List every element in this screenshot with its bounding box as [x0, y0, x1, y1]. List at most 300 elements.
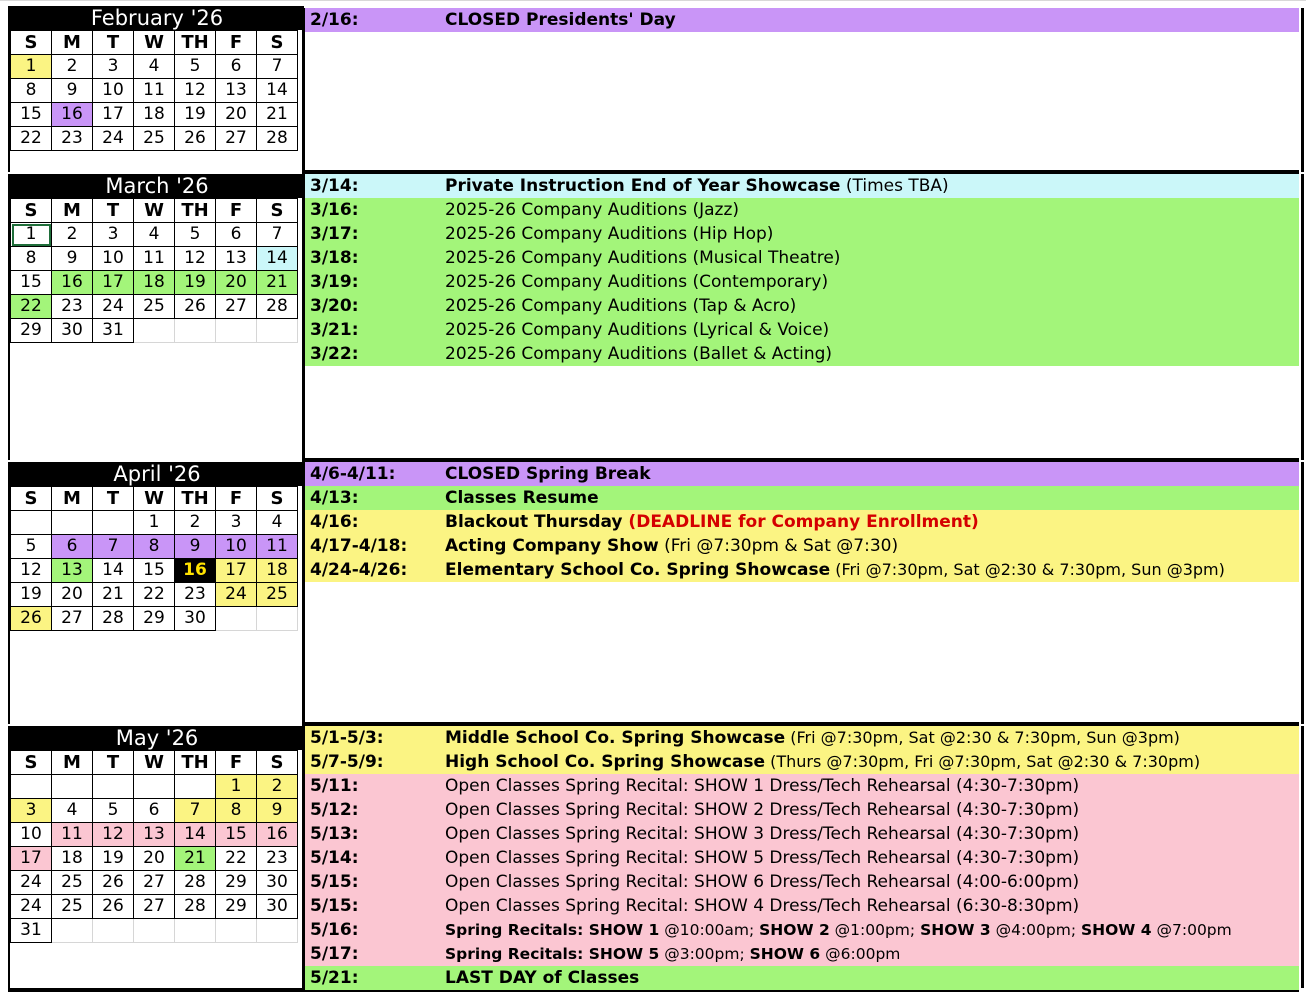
- empty-day-cell[interactable]: [134, 319, 175, 343]
- weekday-header: M: [52, 487, 93, 511]
- event-note: (Times TBA): [840, 176, 949, 196]
- day-cell[interactable]: 2: [52, 55, 93, 79]
- day-cell[interactable]: 8: [134, 535, 175, 559]
- day-cell[interactable]: 6: [216, 223, 257, 247]
- event-title: CLOSED Spring Break: [445, 464, 651, 484]
- day-cell[interactable]: 1: [134, 511, 175, 535]
- event-text: [445, 534, 898, 558]
- event-row: [305, 246, 1299, 270]
- event-text: [445, 270, 828, 294]
- day-cell[interactable]: 26: [175, 295, 216, 319]
- calendar-week: [11, 799, 298, 823]
- event-date: 3/18:: [310, 248, 359, 268]
- day-cell[interactable]: 15: [134, 559, 175, 583]
- calendar-week: [11, 607, 298, 631]
- day-cell[interactable]: 27: [134, 871, 175, 895]
- weekday-header: T: [93, 487, 134, 511]
- day-cell[interactable]: 27: [216, 127, 257, 151]
- day-cell[interactable]: 10: [216, 535, 257, 559]
- day-cell[interactable]: 10: [11, 823, 52, 847]
- day-cell[interactable]: 21: [93, 583, 134, 607]
- event-date: 5/17:: [310, 944, 359, 964]
- weekday-header: TH: [175, 199, 216, 223]
- weekday-header: S: [11, 751, 52, 775]
- event-row: [305, 174, 1299, 198]
- day-cell[interactable]: 18: [134, 103, 175, 127]
- event-row: [305, 486, 1299, 510]
- empty-day-cell[interactable]: [93, 919, 134, 943]
- day-cell[interactable]: 28: [257, 295, 298, 319]
- event-row: [305, 270, 1299, 294]
- day-cell[interactable]: 24: [11, 871, 52, 895]
- day-cell[interactable]: 29: [11, 319, 52, 343]
- day-cell[interactable]: 21: [257, 103, 298, 127]
- day-cell[interactable]: 25: [134, 295, 175, 319]
- empty-day-cell[interactable]: [175, 319, 216, 343]
- day-cell[interactable]: 23: [175, 583, 216, 607]
- event-text: [445, 558, 1225, 582]
- event-text: [445, 918, 1232, 942]
- day-cell[interactable]: 1: [11, 55, 52, 79]
- event-date: 3/16:: [310, 200, 359, 220]
- event-note: Open Classes Spring Recital: SHOW 5 Dress/Tech Rehearsal (4:30-7:30pm): [445, 848, 1080, 868]
- day-cell[interactable]: 19: [11, 583, 52, 607]
- calendar-may: [8, 726, 304, 988]
- day-cell[interactable]: 8: [11, 79, 52, 103]
- events-march: [302, 174, 1304, 460]
- day-cell[interactable]: 24: [216, 583, 257, 607]
- day-cell[interactable]: 31: [93, 319, 134, 343]
- day-cell[interactable]: 11: [134, 79, 175, 103]
- day-cell[interactable]: 17: [93, 103, 134, 127]
- day-cell[interactable]: 21: [257, 271, 298, 295]
- day-cell[interactable]: 28: [257, 127, 298, 151]
- day-cell[interactable]: 30: [257, 871, 298, 895]
- event-text: [445, 8, 676, 32]
- empty-day-cell[interactable]: [11, 775, 52, 799]
- event-row: [305, 726, 1299, 750]
- event-text: [445, 246, 840, 270]
- event-date: 5/15:: [310, 872, 359, 892]
- weekday-header: M: [52, 31, 93, 55]
- event-row: [305, 750, 1299, 774]
- day-cell[interactable]: 14: [175, 823, 216, 847]
- event-note: 2025-26 Company Auditions (Musical Theatre): [445, 248, 841, 268]
- calendar-week: [11, 295, 298, 319]
- event-note: 2025-26 Company Auditions (Lyrical & Voice): [445, 320, 830, 340]
- empty-day-cell[interactable]: [52, 511, 93, 535]
- weekday-header: M: [52, 199, 93, 223]
- day-cell[interactable]: 9: [175, 535, 216, 559]
- event-row: [305, 462, 1299, 486]
- empty-day-cell[interactable]: [257, 919, 298, 943]
- event-title: LAST DAY of Classes: [445, 968, 640, 988]
- event-note: 2025-26 Company Auditions (Contemporary): [445, 272, 829, 292]
- show-label: Spring Recitals: SHOW 1: [445, 921, 660, 939]
- event-note: (Thurs @7:30pm, Fri @7:30pm, Sat @2:30 & 7:30pm): [765, 752, 1201, 771]
- event-row: [305, 294, 1299, 318]
- day-cell[interactable]: 28: [175, 895, 216, 919]
- weekday-header: F: [216, 751, 257, 775]
- event-date: 2/16:: [310, 10, 359, 30]
- day-cell[interactable]: 2: [52, 223, 93, 247]
- event-date: 4/24-4/26:: [310, 560, 408, 580]
- event-deadline-note: (DEADLINE for Company Enrollment): [622, 512, 979, 532]
- day-cell[interactable]: 3: [93, 55, 134, 79]
- weekday-header: W: [134, 199, 175, 223]
- weekday-header: S: [11, 487, 52, 511]
- calendar-march: [8, 174, 304, 460]
- day-cell[interactable]: 30: [52, 319, 93, 343]
- day-cell[interactable]: 26: [93, 895, 134, 919]
- event-date: 3/21:: [310, 320, 359, 340]
- day-cell[interactable]: 15: [11, 103, 52, 127]
- weekday-header: S: [11, 31, 52, 55]
- day-cell[interactable]: 15: [216, 823, 257, 847]
- day-cell[interactable]: 16: [52, 103, 93, 127]
- weekday-header: T: [93, 751, 134, 775]
- day-cell[interactable]: 8: [11, 247, 52, 271]
- event-row: [305, 342, 1299, 366]
- event-row: [305, 198, 1299, 222]
- event-title: High School Co. Spring Showcase: [445, 752, 766, 772]
- calendar-title: April '26: [10, 462, 304, 486]
- calendar-grid: [10, 198, 298, 343]
- empty-day-cell[interactable]: [216, 919, 257, 943]
- event-note: (Fri @7:30pm, Sat @2:30 & 7:30pm, Sun @3pm): [830, 560, 1225, 579]
- day-cell[interactable]: 23: [257, 847, 298, 871]
- day-cell[interactable]: 31: [11, 919, 52, 943]
- day-cell[interactable]: 26: [93, 871, 134, 895]
- day-cell[interactable]: 22: [134, 583, 175, 607]
- event-date: 5/14:: [310, 848, 359, 868]
- day-cell[interactable]: 23: [52, 127, 93, 151]
- events-february: [302, 8, 1304, 172]
- show-label: Spring Recitals: SHOW 5: [445, 945, 660, 963]
- day-cell[interactable]: 16: [175, 559, 216, 583]
- day-cell[interactable]: 18: [257, 559, 298, 583]
- event-date: 5/21:: [310, 968, 359, 988]
- day-cell[interactable]: 5: [175, 55, 216, 79]
- day-cell[interactable]: 19: [175, 103, 216, 127]
- calendar-week: [11, 871, 298, 895]
- event-title: Private Instruction End of Year Showcase: [445, 176, 841, 196]
- event-date: 3/17:: [310, 224, 359, 244]
- day-cell[interactable]: 4: [52, 799, 93, 823]
- event-note: Open Classes Spring Recital: SHOW 1 Dress/Tech Rehearsal (4:30-7:30pm): [445, 776, 1080, 796]
- event-note: 2025-26 Company Auditions (Hip Hop): [445, 224, 774, 244]
- weekday-header: S: [257, 751, 298, 775]
- empty-day-cell[interactable]: [257, 319, 298, 343]
- day-cell[interactable]: 7: [93, 535, 134, 559]
- day-cell[interactable]: 30: [257, 895, 298, 919]
- event-text: [445, 174, 949, 198]
- calendar-week: [11, 895, 298, 919]
- day-cell[interactable]: 7: [257, 55, 298, 79]
- day-cell[interactable]: 29: [216, 895, 257, 919]
- empty-day-cell[interactable]: [257, 607, 298, 631]
- event-date: 5/13:: [310, 824, 359, 844]
- day-cell[interactable]: 12: [11, 559, 52, 583]
- calendar-week: [11, 55, 298, 79]
- calendar-week: [11, 127, 298, 151]
- day-cell[interactable]: 15: [11, 271, 52, 295]
- day-cell[interactable]: 20: [216, 271, 257, 295]
- day-cell[interactable]: 27: [216, 295, 257, 319]
- day-cell[interactable]: 17: [11, 847, 52, 871]
- event-date: 5/11:: [310, 776, 359, 796]
- day-cell[interactable]: 22: [216, 847, 257, 871]
- event-row: [305, 894, 1299, 918]
- empty-day-cell[interactable]: [175, 775, 216, 799]
- day-cell[interactable]: 5: [11, 535, 52, 559]
- event-text: [445, 486, 599, 510]
- events-may: [302, 726, 1304, 988]
- event-date: 4/13:: [310, 488, 359, 508]
- calendar-week: [11, 247, 298, 271]
- event-date: 3/22:: [310, 344, 359, 364]
- day-cell[interactable]: 24: [93, 295, 134, 319]
- day-cell[interactable]: 16: [257, 823, 298, 847]
- day-cell[interactable]: 22: [11, 295, 52, 319]
- day-cell[interactable]: 10: [93, 247, 134, 271]
- day-cell[interactable]: 2: [257, 775, 298, 799]
- show-time: @1:00pm;: [829, 921, 921, 939]
- day-cell[interactable]: 12: [175, 247, 216, 271]
- event-note: 2025-26 Company Auditions (Ballet & Acting): [445, 344, 833, 364]
- day-cell[interactable]: 14: [257, 79, 298, 103]
- event-title: Acting Company Show: [445, 536, 659, 556]
- event-note: Open Classes Spring Recital: SHOW 4 Dress/Tech Rehearsal (6:30-8:30pm): [445, 896, 1080, 916]
- event-row-recital-5-17: [305, 942, 1299, 966]
- event-text: [445, 798, 1079, 822]
- weekday-header: S: [257, 487, 298, 511]
- event-date: 3/19:: [310, 272, 359, 292]
- day-cell[interactable]: 12: [175, 79, 216, 103]
- day-cell[interactable]: 10: [93, 79, 134, 103]
- calendar-grid: [10, 30, 298, 151]
- day-cell[interactable]: 3: [11, 799, 52, 823]
- empty-day-cell[interactable]: [134, 919, 175, 943]
- event-row: [305, 822, 1299, 846]
- day-cell[interactable]: 26: [175, 127, 216, 151]
- event-text: [445, 318, 829, 342]
- day-cell[interactable]: 16: [52, 271, 93, 295]
- calendar-grid: [10, 750, 298, 943]
- calendar-week: [11, 79, 298, 103]
- show-label: SHOW 6: [749, 945, 821, 963]
- event-date: 4/16:: [310, 512, 359, 532]
- calendar-week: [11, 847, 298, 871]
- day-cell[interactable]: 29: [216, 871, 257, 895]
- day-cell[interactable]: 20: [134, 847, 175, 871]
- day-cell[interactable]: 28: [93, 607, 134, 631]
- weekday-header: TH: [175, 487, 216, 511]
- calendar-february: [8, 6, 304, 172]
- empty-day-cell[interactable]: [216, 319, 257, 343]
- event-text: [445, 942, 900, 966]
- event-note: (Fri @7:30pm, Sat @2:30 & 7:30pm, Sun @3pm): [785, 728, 1180, 747]
- event-text: [445, 846, 1079, 870]
- day-cell[interactable]: 8: [216, 799, 257, 823]
- day-cell[interactable]: 3: [93, 223, 134, 247]
- day-cell[interactable]: 17: [216, 559, 257, 583]
- day-cell[interactable]: 2: [175, 511, 216, 535]
- calendar-april: [8, 462, 304, 724]
- day-cell[interactable]: 14: [257, 247, 298, 271]
- empty-day-cell[interactable]: [93, 511, 134, 535]
- day-cell[interactable]: 19: [175, 271, 216, 295]
- event-note: Open Classes Spring Recital: SHOW 3 Dress/Tech Rehearsal (4:30-7:30pm): [445, 824, 1080, 844]
- event-date: 4/17-4/18:: [310, 536, 408, 556]
- weekday-header: T: [93, 31, 134, 55]
- day-cell[interactable]: 18: [52, 847, 93, 871]
- day-cell[interactable]: 24: [93, 127, 134, 151]
- day-cell[interactable]: 4: [134, 223, 175, 247]
- day-cell[interactable]: 13: [52, 559, 93, 583]
- event-date: 5/15:: [310, 896, 359, 916]
- day-cell[interactable]: 6: [52, 535, 93, 559]
- day-cell[interactable]: 18: [134, 271, 175, 295]
- day-cell[interactable]: 13: [216, 247, 257, 271]
- empty-day-cell[interactable]: [52, 919, 93, 943]
- show-time: @10:00am;: [659, 921, 760, 939]
- event-text: [445, 822, 1079, 846]
- empty-day-cell[interactable]: [175, 919, 216, 943]
- event-note: 2025-26 Company Auditions (Jazz): [445, 200, 739, 220]
- day-cell[interactable]: 9: [52, 247, 93, 271]
- weekday-header: TH: [175, 751, 216, 775]
- day-cell[interactable]: 26: [11, 607, 52, 631]
- event-text: [445, 870, 1079, 894]
- day-cell[interactable]: 6: [216, 55, 257, 79]
- event-row: [305, 534, 1299, 558]
- weekday-header: F: [216, 199, 257, 223]
- day-cell[interactable]: 25: [52, 871, 93, 895]
- calendar-week: [11, 775, 298, 799]
- day-cell[interactable]: 14: [93, 559, 134, 583]
- day-cell[interactable]: 13: [216, 79, 257, 103]
- day-cell[interactable]: 5: [93, 799, 134, 823]
- event-date: 5/16:: [310, 920, 359, 940]
- weekday-header: W: [134, 31, 175, 55]
- empty-day-cell[interactable]: [93, 775, 134, 799]
- event-text: [445, 726, 1180, 750]
- day-cell[interactable]: 11: [134, 247, 175, 271]
- event-row: [305, 774, 1299, 798]
- day-cell[interactable]: 20: [216, 103, 257, 127]
- day-cell[interactable]: 25: [52, 895, 93, 919]
- day-cell[interactable]: 19: [93, 847, 134, 871]
- event-row-last-day: [305, 966, 1299, 990]
- event-date: 4/6-4/11:: [310, 464, 396, 484]
- calendar-week: [11, 319, 298, 343]
- calendar-title: May '26: [10, 726, 304, 750]
- day-cell[interactable]: 24: [11, 895, 52, 919]
- day-cell[interactable]: 11: [257, 535, 298, 559]
- event-row: [305, 558, 1299, 582]
- day-cell[interactable]: 22: [11, 127, 52, 151]
- event-title: CLOSED Presidents' Day: [445, 10, 676, 30]
- show-label: SHOW 4: [1080, 921, 1152, 939]
- event-text: [445, 198, 739, 222]
- event-text: [445, 462, 651, 486]
- day-cell[interactable]: 27: [134, 895, 175, 919]
- calendar-week: [11, 271, 298, 295]
- day-cell[interactable]: 25: [134, 127, 175, 151]
- empty-day-cell[interactable]: [11, 511, 52, 535]
- weekday-header: W: [134, 751, 175, 775]
- event-row: [305, 222, 1299, 246]
- day-cell[interactable]: 4: [134, 55, 175, 79]
- day-cell[interactable]: 13: [134, 823, 175, 847]
- weekday-header: T: [93, 199, 134, 223]
- show-label: SHOW 2: [759, 921, 830, 939]
- day-cell[interactable]: 23: [52, 295, 93, 319]
- day-cell[interactable]: 1: [11, 223, 52, 247]
- calendar-week: [11, 511, 298, 535]
- weekday-header: S: [11, 199, 52, 223]
- event-note: Open Classes Spring Recital: SHOW 2 Dress/Tech Rehearsal (4:30-7:30pm): [445, 800, 1080, 820]
- event-row: [305, 846, 1299, 870]
- event-text: [445, 222, 773, 246]
- day-cell[interactable]: 7: [175, 799, 216, 823]
- event-title: Classes Resume: [445, 488, 599, 508]
- empty-day-cell[interactable]: [216, 607, 257, 631]
- day-cell[interactable]: 11: [52, 823, 93, 847]
- day-cell[interactable]: 21: [175, 847, 216, 871]
- day-cell[interactable]: 30: [175, 607, 216, 631]
- day-cell[interactable]: 28: [175, 871, 216, 895]
- day-cell[interactable]: 5: [175, 223, 216, 247]
- weekday-header: W: [134, 487, 175, 511]
- event-row: [305, 8, 1299, 32]
- day-cell[interactable]: 29: [134, 607, 175, 631]
- empty-day-cell[interactable]: [134, 775, 175, 799]
- day-cell[interactable]: 6: [134, 799, 175, 823]
- day-cell[interactable]: 27: [52, 607, 93, 631]
- day-cell[interactable]: 9: [52, 79, 93, 103]
- event-text: [445, 750, 1200, 774]
- weekday-header: M: [52, 751, 93, 775]
- calendar-week: [11, 535, 298, 559]
- event-text: [445, 894, 1079, 918]
- day-cell[interactable]: 3: [216, 511, 257, 535]
- weekday-header: F: [216, 487, 257, 511]
- day-cell[interactable]: 4: [257, 511, 298, 535]
- day-cell[interactable]: 12: [93, 823, 134, 847]
- empty-day-cell[interactable]: [52, 775, 93, 799]
- day-cell[interactable]: 20: [52, 583, 93, 607]
- calendar-week: [11, 919, 298, 943]
- day-cell[interactable]: 17: [93, 271, 134, 295]
- day-cell[interactable]: 25: [257, 583, 298, 607]
- event-text: [445, 294, 796, 318]
- event-date: 5/7-5/9:: [310, 752, 384, 772]
- event-date: 5/1-5/3:: [310, 728, 384, 748]
- calendar-week: [11, 583, 298, 607]
- event-note: 2025-26 Company Auditions (Tap & Acro): [445, 296, 797, 316]
- event-title: Middle School Co. Spring Showcase: [445, 728, 786, 748]
- event-date: 3/20:: [310, 296, 359, 316]
- day-cell[interactable]: 7: [257, 223, 298, 247]
- event-row: [305, 870, 1299, 894]
- weekday-header: TH: [175, 31, 216, 55]
- day-cell[interactable]: 1: [216, 775, 257, 799]
- event-note: (Fri @7:30pm & Sat @7:30): [658, 536, 899, 556]
- day-cell[interactable]: 9: [257, 799, 298, 823]
- event-row: [305, 510, 1299, 534]
